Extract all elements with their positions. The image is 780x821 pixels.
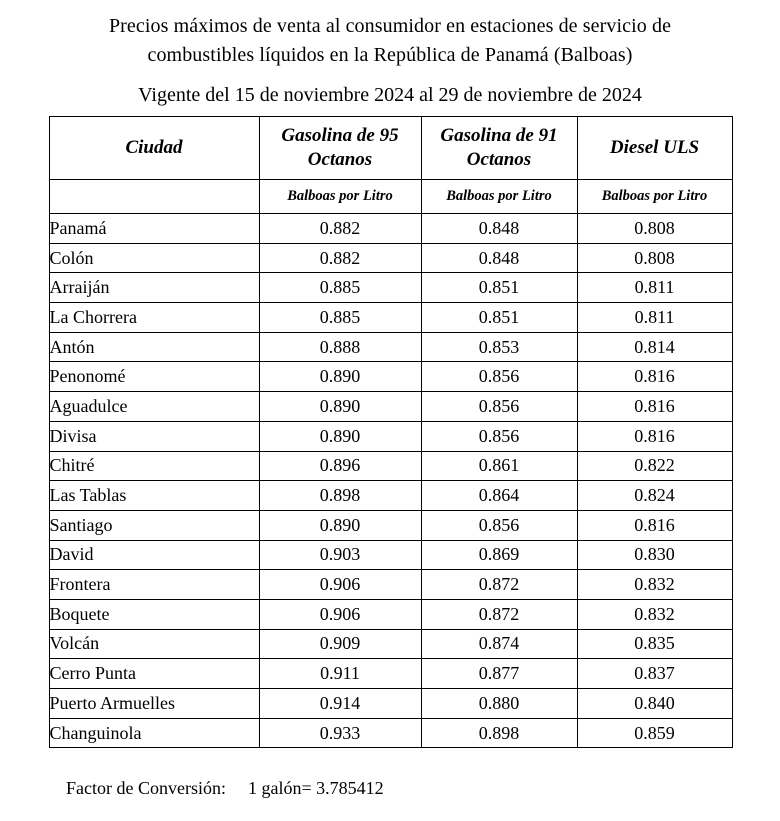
cell-city: Santiago <box>49 510 259 540</box>
cell-gasolina-91: 0.869 <box>421 540 577 570</box>
cell-gasolina-95: 0.906 <box>259 570 421 600</box>
page-title-line-2: combustibles líquidos en la República de Panamá (Balboas) <box>147 44 633 66</box>
price-table-container <box>49 116 732 748</box>
cell-gasolina-95: 0.898 <box>259 481 421 511</box>
cell-gasolina-91: 0.872 <box>421 599 577 629</box>
cell-city: Aguadulce <box>49 392 259 422</box>
cell-city: David <box>49 540 259 570</box>
cell-diesel-uls: 0.811 <box>577 273 732 303</box>
cell-city: Las Tablas <box>49 481 259 511</box>
table-row <box>49 659 732 689</box>
cell-diesel-uls: 0.816 <box>577 421 732 451</box>
table-header <box>49 117 732 214</box>
cell-diesel-uls: 0.816 <box>577 510 732 540</box>
cell-city: Volcán <box>49 629 259 659</box>
cell-gasolina-91: 0.856 <box>421 362 577 392</box>
cell-gasolina-95: 0.911 <box>259 659 421 689</box>
cell-gasolina-91: 0.877 <box>421 659 577 689</box>
cell-gasolina-95: 0.885 <box>259 273 421 303</box>
cell-gasolina-91: 0.861 <box>421 451 577 481</box>
cell-diesel-uls: 0.814 <box>577 332 732 362</box>
cell-gasolina-91: 0.856 <box>421 421 577 451</box>
units-cell-gasolina-95: Balboas por Litro <box>259 180 421 214</box>
table-body <box>49 214 732 748</box>
cell-city: Penonomé <box>49 362 259 392</box>
conversion-factor-value: 1 galón= 3.785412 <box>247 778 384 799</box>
cell-gasolina-91: 0.851 <box>421 273 577 303</box>
validity-period: Vigente del 15 de noviembre 2024 al 29 de noviembre de 2024 <box>138 84 642 106</box>
cell-gasolina-91: 0.853 <box>421 332 577 362</box>
table-row <box>49 570 732 600</box>
cell-gasolina-95: 0.909 <box>259 629 421 659</box>
cell-gasolina-91: 0.848 <box>421 243 577 273</box>
column-header-city: Ciudad <box>49 117 259 180</box>
cell-gasolina-95: 0.885 <box>259 303 421 333</box>
cell-diesel-uls: 0.832 <box>577 570 732 600</box>
cell-gasolina-95: 0.890 <box>259 421 421 451</box>
cell-city: Chitré <box>49 451 259 481</box>
cell-city: Colón <box>49 243 259 273</box>
cell-gasolina-95: 0.903 <box>259 540 421 570</box>
cell-gasolina-91: 0.874 <box>421 629 577 659</box>
conversion-factor-label: Factor de Conversión: <box>66 778 226 799</box>
table-row <box>49 451 732 481</box>
cell-city: La Chorrera <box>49 303 259 333</box>
table-row <box>49 421 732 451</box>
units-cell-diesel-uls: Balboas por Litro <box>577 180 732 214</box>
cell-diesel-uls: 0.816 <box>577 392 732 422</box>
cell-gasolina-91: 0.880 <box>421 689 577 719</box>
cell-gasolina-95: 0.890 <box>259 510 421 540</box>
cell-city: Boquete <box>49 599 259 629</box>
table-row <box>49 629 732 659</box>
cell-city: Cerro Punta <box>49 659 259 689</box>
cell-city: Divisa <box>49 421 259 451</box>
cell-gasolina-91: 0.856 <box>421 392 577 422</box>
cell-gasolina-95: 0.882 <box>259 214 421 244</box>
table-row <box>49 392 732 422</box>
cell-gasolina-95: 0.906 <box>259 599 421 629</box>
units-cell-gasolina-91: Balboas por Litro <box>421 180 577 214</box>
cell-city: Antón <box>49 332 259 362</box>
cell-city: Changuinola <box>49 718 259 748</box>
cell-diesel-uls: 0.822 <box>577 451 732 481</box>
column-header-gasolina-95: Gasolina de 95 Octanos <box>259 117 421 180</box>
cell-city: Frontera <box>49 570 259 600</box>
table-row <box>49 303 732 333</box>
table-row <box>49 362 732 392</box>
cell-diesel-uls: 0.859 <box>577 718 732 748</box>
cell-gasolina-91: 0.872 <box>421 570 577 600</box>
cell-gasolina-95: 0.882 <box>259 243 421 273</box>
cell-city: Panamá <box>49 214 259 244</box>
cell-diesel-uls: 0.837 <box>577 659 732 689</box>
cell-gasolina-91: 0.898 <box>421 718 577 748</box>
cell-gasolina-95: 0.933 <box>259 718 421 748</box>
document-title-block <box>0 0 780 109</box>
cell-gasolina-91: 0.851 <box>421 303 577 333</box>
table-row <box>49 510 732 540</box>
cell-diesel-uls: 0.835 <box>577 629 732 659</box>
cell-diesel-uls: 0.830 <box>577 540 732 570</box>
table-units-row <box>49 180 732 214</box>
cell-gasolina-95: 0.888 <box>259 332 421 362</box>
cell-diesel-uls: 0.811 <box>577 303 732 333</box>
table-row <box>49 243 732 273</box>
table-row <box>49 481 732 511</box>
units-cell-city <box>49 180 259 214</box>
cell-diesel-uls: 0.808 <box>577 214 732 244</box>
table-row <box>49 599 732 629</box>
conversion-factor-note <box>0 755 780 821</box>
table-row <box>49 540 732 570</box>
cell-gasolina-91: 0.864 <box>421 481 577 511</box>
cell-gasolina-91: 0.856 <box>421 510 577 540</box>
cell-gasolina-95: 0.890 <box>259 362 421 392</box>
table-row <box>49 214 732 244</box>
cell-diesel-uls: 0.840 <box>577 689 732 719</box>
cell-diesel-uls: 0.832 <box>577 599 732 629</box>
table-row <box>49 332 732 362</box>
cell-gasolina-95: 0.890 <box>259 392 421 422</box>
cell-gasolina-91: 0.848 <box>421 214 577 244</box>
cell-diesel-uls: 0.808 <box>577 243 732 273</box>
cell-gasolina-95: 0.896 <box>259 451 421 481</box>
page-title-line-1: Precios máximos de venta al consumidor en estaciones de servicio de <box>108 15 672 37</box>
column-header-gasolina-91: Gasolina de 91 Octanos <box>421 117 577 180</box>
table-row <box>49 718 732 748</box>
cell-city: Puerto Armuelles <box>49 689 259 719</box>
table-header-row <box>49 117 732 180</box>
cell-diesel-uls: 0.824 <box>577 481 732 511</box>
table-row <box>49 689 732 719</box>
cell-gasolina-95: 0.914 <box>259 689 421 719</box>
column-header-diesel-uls: Diesel ULS <box>577 117 732 180</box>
cell-diesel-uls: 0.816 <box>577 362 732 392</box>
fuel-price-table <box>49 116 733 748</box>
cell-city: Arraiján <box>49 273 259 303</box>
table-row <box>49 273 732 303</box>
